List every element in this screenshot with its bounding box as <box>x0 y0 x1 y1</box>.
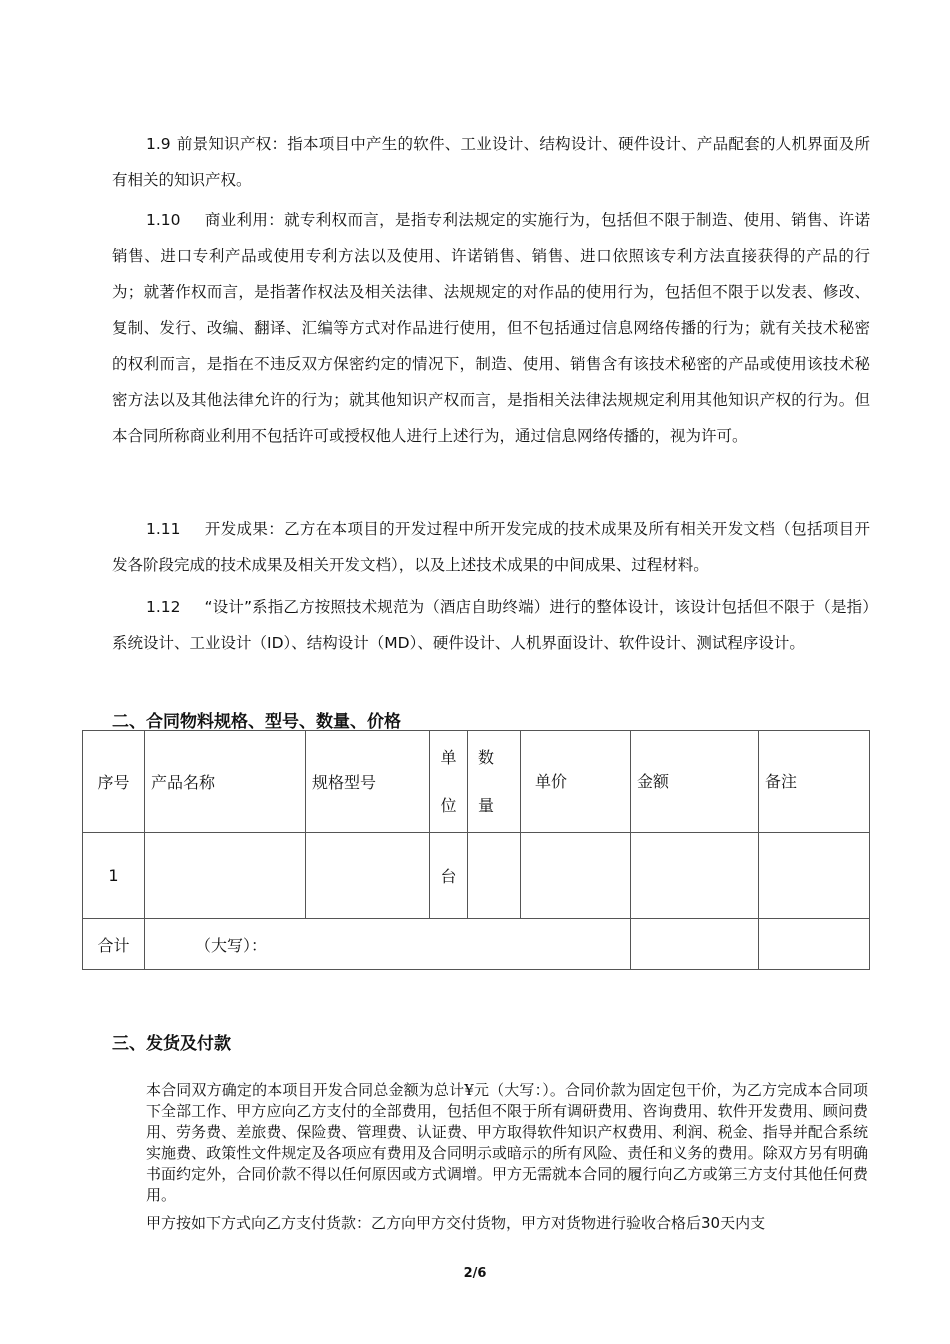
cell-unit: 台 <box>430 833 468 919</box>
definition-1-9 <box>112 126 870 198</box>
cell-product-name <box>145 833 306 919</box>
total-amount <box>631 919 759 970</box>
clause-text: 开发成果：乙方在本项目的开发过程中所开发完成的技术成果及所有相关开发文档（包括项目开发各阶段完成的技术成果及相关开发文档），以及上述技术成果的中间成果、过程材料。 <box>112 520 870 574</box>
total-note <box>759 919 870 970</box>
cell-amount <box>631 833 759 919</box>
page-number: 2/6 <box>463 1266 487 1281</box>
payment-method-paragraph: 甲方按如下方式向乙方支付货款：乙方向甲方交付货物，甲方对货物进行验收合格后30天内支 <box>146 1214 766 1232</box>
header-seq: 序号 <box>83 731 145 833</box>
header-qty-top: 数 <box>478 747 495 767</box>
clause-number: 1.12 <box>146 598 181 616</box>
clause-number: 1.9 <box>146 135 171 153</box>
total-caps <box>145 919 631 970</box>
payment-total-paragraph: 本合同双方确定的本项目开发合同总金额为总计¥元（大写：）。合同价款为固定包干价，为乙方完成本合同项下全部工作、甲方应向乙方支付的全部费用，包括但不限于所有调研费用、咨询费用、软件开发费用、顾问费用、劳务费、差旅费、保险费、管理费、认证费、甲方取得软件知识产权费用、利润、税金、指导并配合系统实施费、政策性文件规定及各项应有费用及合同明示或暗示的所有风险、责任和义务的费用。除双方另有明确书面约定外，合同价款不得以任何原因或方式调增。甲方无需就本合同的履行向乙方或第三方支付其他任何费用。 <box>146 1081 868 1204</box>
definition-1-12 <box>112 589 870 661</box>
header-price: 单价 <box>521 731 631 833</box>
section-3-title: 三、发货及付款 <box>112 1034 231 1054</box>
total-caps-text: （大写）： <box>195 935 268 955</box>
total-label: 合计 <box>83 919 145 970</box>
clause-text: 商业利用：就专利权而言，是指专利法规定的实施行为，包括但不限于制造、使用、销售、许诺销售、进口专利产品或使用专利方法以及使用、许诺销售、销售、进口依照该专利方法直接获得的产品的行为；就著作权而言，是指著作权法及相关法律、法规规定的对作品的使用行为，包括但不限于以发表、修改、复制、发行、改编、翻译、汇编等方式对作品进行使用，但不包括通过信息网络传播的行为；就有关技术秘密的权利而言，是指在不违反双方保密约定的情况下，制造、使用、销售含有该技术秘密的产品或使用该技术秘密方法以及其他法律允许的行为；就其他知识产权而言，是指相关法律法规规定利用其他知识产权的行为。但本合同所称商业利用不包括许可或授权他人进行上述行为，通过信息网络传播的，视为许可。 <box>112 211 870 445</box>
header-model: 规格型号 <box>306 731 430 833</box>
clause-text: “设计”系指乙方按照技术规范为（酒店自助终端）进行的整体设计，该设计包括但不限于（是指）系统设计、工业设计（ID）、结构设计（MD）、硬件设计、人机界面设计、软件设计、测试程序设计。 <box>112 598 870 652</box>
header-note: 备注 <box>759 731 870 833</box>
cell-note <box>759 833 870 919</box>
cell-seq: 1 <box>83 833 145 919</box>
header-unit <box>430 731 468 833</box>
clause-number: 1.10 <box>146 211 181 229</box>
section-2-title: 二、合同物料规格、型号、数量、价格 <box>112 712 401 732</box>
table-row <box>83 833 870 919</box>
table-total-row <box>83 919 870 970</box>
materials-table <box>82 730 870 970</box>
table-header-row <box>83 731 870 833</box>
header-qty-bottom: 量 <box>478 795 495 815</box>
cell-model <box>306 833 430 919</box>
definition-1-11 <box>112 511 870 583</box>
cell-qty <box>468 833 521 919</box>
header-unit-bottom: 位 <box>440 795 457 815</box>
header-unit-top: 单 <box>440 747 457 767</box>
header-qty <box>468 731 521 833</box>
definition-1-10 <box>112 202 870 454</box>
cell-price <box>521 833 631 919</box>
header-amount: 金额 <box>631 731 759 833</box>
header-product-name: 产品名称 <box>145 731 306 833</box>
clause-number: 1.11 <box>146 520 181 538</box>
clause-text: 前景知识产权：指本项目中产生的软件、工业设计、结构设计、硬件设计、产品配套的人机界面及所有相关的知识产权。 <box>112 135 870 189</box>
